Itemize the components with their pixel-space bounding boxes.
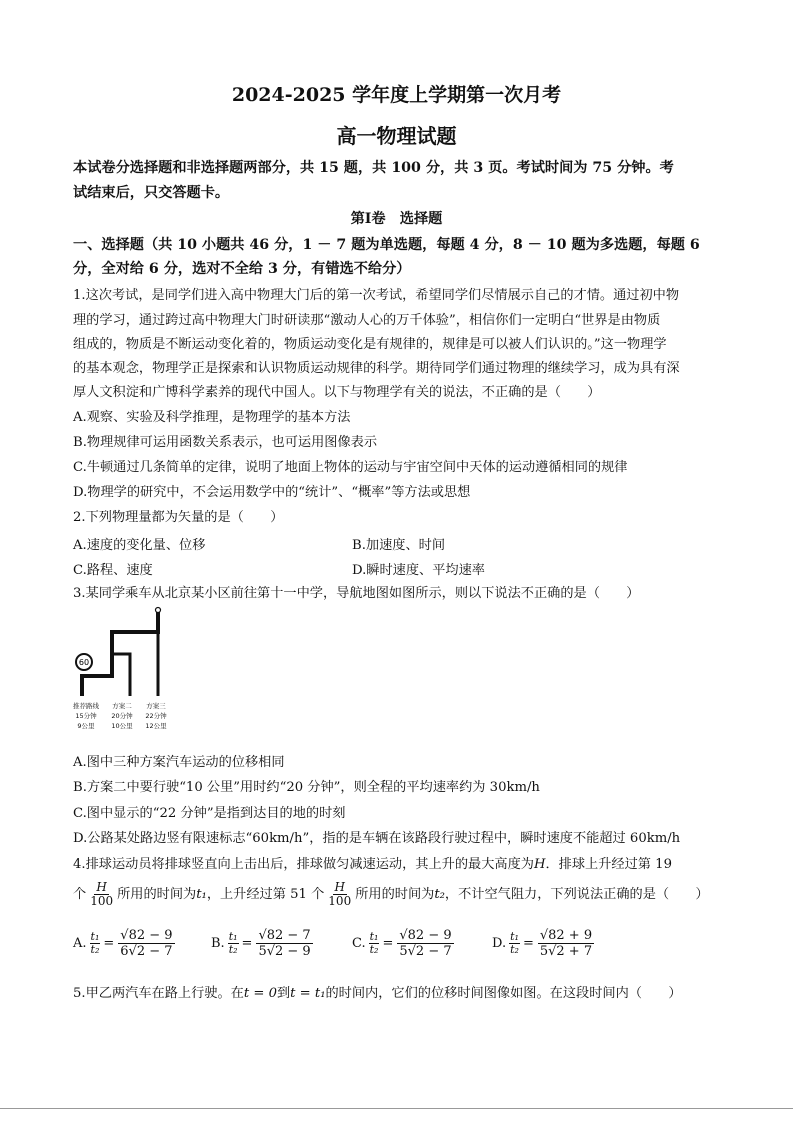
- q2-option-d: D.瞬时速度、平均速率: [352, 563, 485, 578]
- q2-stem: 2.下列物理量都为矢量的是（ ）: [73, 510, 284, 525]
- speed-limit-sign: [76, 654, 92, 670]
- q3-option-a: A.图中三种方案汽车运动的位移相同: [73, 755, 285, 770]
- q4-fraction-1-num: H: [96, 880, 107, 894]
- q1-option-b: B.物理规律可运用函数关系表示，也可运用图像表示: [73, 435, 378, 450]
- expr-den: 5√2 + 7: [539, 944, 593, 959]
- route-3-time: 22分钟: [145, 712, 167, 720]
- q4-stem-1: 4.排球运动员将排球竖直向上击出后，排球做匀减速运动，其上升的最大高度为: [73, 857, 534, 872]
- destination-marker: [156, 608, 161, 613]
- q1-option-a: A.观察、实验及科学推理，是物理学的基本方法: [73, 410, 351, 425]
- q3-option-d: D.公路某处路边竖有限速标志“60km/h”，指的是车辆在该路段行驶过程中，瞬时速度不能超过 60km/h: [73, 831, 681, 846]
- ratio-den: t₂: [90, 943, 100, 956]
- route-1-time: 15分钟: [75, 712, 97, 720]
- q4-stem-1b: ．排球上升经过第 19: [545, 857, 672, 872]
- q4-stem-line-2: [73, 880, 723, 910]
- q4-option-d-label: D.: [492, 936, 507, 951]
- q4-option-d: D. $\frac{\text{t₁}}{\text{t₂}}$ = $\frac{√82 + 9}{5√2 + 7}$: [492, 928, 593, 959]
- q1-option-d: D.物理学的研究中，不会运用数学中的“统计”、“概率”等方法或思想: [73, 485, 471, 500]
- q1-stem-2: 理的学习，通过跨过高中物理大门时研读那“激动人心的万千体验”，相信你们一定明白“世界是由物质: [73, 313, 661, 328]
- speed-limit-text: 60: [78, 658, 90, 667]
- q4-fraction-2: [326, 881, 353, 908]
- q4-option-c-ratio: [369, 931, 380, 956]
- q4-fraction-1-den: 100: [90, 894, 114, 908]
- q4-fraction-1: [88, 881, 115, 908]
- q4-option-b-label: B.: [211, 936, 225, 951]
- q4-stem-2c: ，上升经过第 51 个: [206, 887, 325, 902]
- q2-option-c: C.路程、速度: [73, 563, 153, 578]
- route-2-dist: 10公里: [111, 722, 133, 730]
- q2-option-b: B.加速度、时间: [352, 538, 446, 553]
- q4-fraction-2-den: 100: [328, 894, 352, 908]
- q3-option-b: B.方案二中要行驶“10 公里”用时约“20 分钟”，则全程的平均速率约为 30km/h: [73, 780, 540, 795]
- route-3-name: 方案三: [146, 702, 166, 710]
- q4-option-c-label: C.: [352, 936, 366, 951]
- q4-option-a: A. $\frac{\text{t₁}}{\text{t₂}}$ = $\frac{√82 - 9}{6√2 - 7}$: [73, 928, 173, 959]
- q1-stem-5: 厚人文积淀和广博科学素养的现代中国人。以下与物理学有关的说法，不正确的是（ ）: [73, 385, 601, 400]
- exam-subtitle: 高一物理试题: [336, 124, 457, 148]
- q3-stem: 3.某同学乘车从北京某小区前往第十一中学，导航地图如图所示，则以下说法不正确的是（ ）: [73, 586, 640, 601]
- q3-option-c: C.图中显示的“22 分钟”是指到达目的地的时刻: [73, 806, 346, 821]
- intro-line-1: 本试卷分选择题和非选择题两部分，共 15 题，共 100 分，共 3 页。考试时间为 75 分钟。考: [73, 160, 674, 176]
- q4-fraction-2-num: H: [334, 880, 345, 894]
- q4-t2: t₂: [434, 887, 445, 902]
- ratio-num: t₁: [510, 930, 519, 943]
- expr-num: √82 − 9: [120, 928, 173, 943]
- navigation-map-figure: [72, 604, 182, 736]
- q4-option-a-ratio: [90, 931, 101, 956]
- q2-option-a: A.速度的变化量、位移: [73, 538, 206, 553]
- route-2-time: 20分钟: [111, 712, 133, 720]
- expr-den: 5√2 − 9: [258, 944, 311, 959]
- q4-option-d-expr: [538, 928, 594, 959]
- intro-line-2: 试结束后，只交答题卡。: [73, 185, 230, 201]
- section-title: 第Ⅰ卷 选择题: [350, 211, 443, 227]
- route-1-dist: 9公里: [77, 722, 95, 730]
- q1-stem-1: 1.这次考试，是同学们进入高中物理大门后的第一次考试，希望同学们尽情展示自己的才情。通过初中物: [73, 288, 680, 303]
- q4-t1: t₁: [196, 887, 207, 902]
- q1-option-c: C.牛顿通过几条简单的定律，说明了地面上物体的运动与宇宙空间中天体的运动遵循相同的规律: [73, 460, 628, 475]
- route-3-dist: 12公里: [145, 722, 167, 730]
- q4-option-c-expr: [397, 928, 453, 959]
- q4-option-b: B. $\frac{\text{t₁}}{\text{t₂}}$ = $\frac{√82 - 7}{5√2 - 9}$: [211, 928, 311, 959]
- q4-stem-2e: ，不计空气阻力，下列说法正确的是（ ）: [444, 887, 709, 902]
- route-path-middle: [112, 654, 130, 696]
- q4-var-h: H: [533, 857, 546, 872]
- expr-den: 6√2 − 7: [120, 944, 173, 959]
- page-bottom-rule: [0, 1108, 793, 1109]
- q5-t0: t = 0: [243, 986, 277, 1001]
- q5-t1: t = t₁: [290, 986, 326, 1001]
- expr-num: √82 − 7: [258, 928, 311, 943]
- q4-option-a-expr: [118, 928, 174, 959]
- q5-stem-b: 到: [276, 986, 291, 1001]
- q4-option-b-ratio: [228, 931, 239, 956]
- ratio-den: t₂: [510, 943, 519, 956]
- ratio-num: t₁: [90, 930, 100, 943]
- expr-num: √82 + 9: [539, 928, 593, 943]
- part-one-line-1: 一、选择题（共 10 小题共 46 分，1 － 7 题为单选题，每题 4 分，8 － 10 题为多选题，每题 6: [73, 237, 700, 253]
- q4-option-c: C. $\frac{\text{t₁}}{\text{t₂}}$ = $\frac{√82 - 9}{5√2 - 7}$: [352, 928, 452, 959]
- q4-option-d-ratio: [509, 931, 520, 956]
- expr-den: 5√2 − 7: [399, 944, 452, 959]
- route-2-name: 方案二: [112, 702, 132, 710]
- ratio-den: t₂: [228, 943, 238, 956]
- ratio-den: t₂: [369, 943, 379, 956]
- part-one-line-2: 分，全对给 6 分，选对不全给 3 分，有错选不给分）: [73, 261, 411, 277]
- q4-stem-2a: 个: [73, 887, 87, 902]
- exam-title: 2024-2025 学年度上学期第一次月考: [231, 84, 562, 106]
- ratio-num: t₁: [369, 930, 379, 943]
- q1-stem-3: 组成的，物质是不断运动变化着的，物质运动变化是有规律的，规律是可以被人们认识的。”这一物理学: [73, 337, 667, 352]
- expr-num: √82 − 9: [399, 928, 452, 943]
- route-1-name: 推荐路线: [73, 702, 99, 710]
- q4-stem-2b: 所用的时间为: [117, 887, 197, 902]
- q4-stem-2d: 所用的时间为: [355, 887, 435, 902]
- q4-stem-line-1: [73, 855, 723, 875]
- q1-stem-4: 的基本观念，物理学正是探索和认识物质运动规律的科学。期待同学们通过物理的继续学习，成为具有深: [73, 361, 680, 376]
- q4-option-a-label: A.: [73, 936, 87, 951]
- q5-stem-c: 的时间内，它们的位移时间图像如图。在这段时间内（ ）: [325, 986, 682, 1001]
- q5-stem-a: 5.甲乙两汽车在路上行驶。在: [73, 986, 244, 1001]
- q5-stem: [73, 984, 723, 1004]
- ratio-num: t₁: [228, 930, 238, 943]
- q4-option-b-expr: [256, 928, 312, 959]
